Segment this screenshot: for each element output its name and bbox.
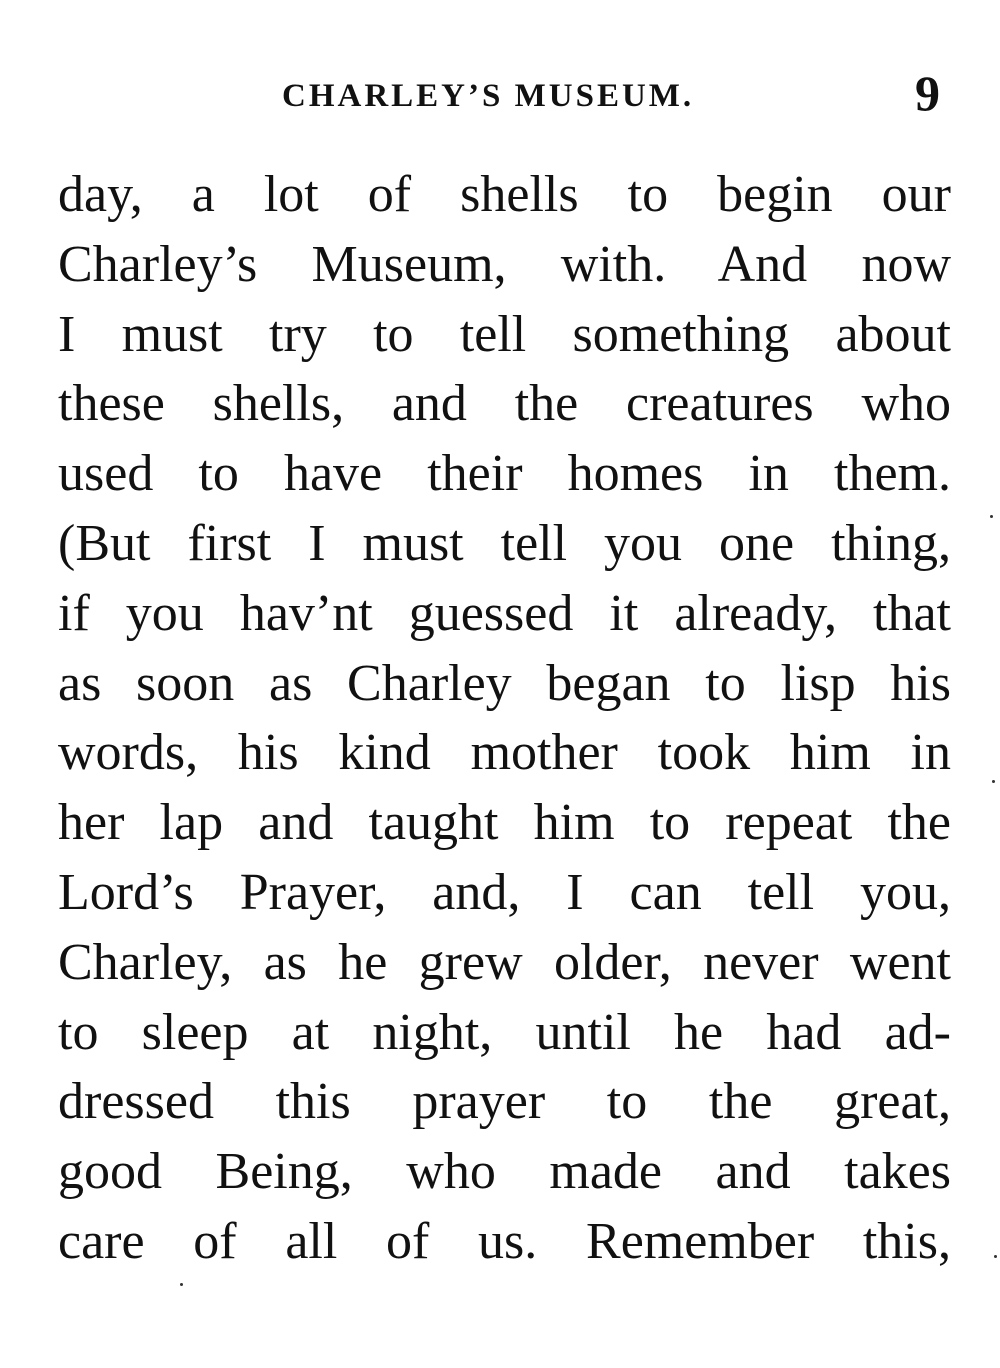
running-title: CHARLEY’S MUSEUM. <box>282 78 695 114</box>
page-number: 9 <box>915 65 940 121</box>
text-line: dressed this prayer to the great, <box>58 1073 951 1131</box>
text-line: if you hav’nt guessed it already, that <box>58 584 951 642</box>
print-speck <box>180 1283 183 1286</box>
text-line: words, his kind mother took him in <box>58 724 951 782</box>
text-line: her lap and taught him to repeat the <box>58 794 951 852</box>
text-line: used to have their homes in them. <box>58 445 951 503</box>
text-line: care of all of us. Remember this, <box>58 1212 951 1270</box>
body-text <box>58 160 951 1277</box>
text-line: Charley’s Museum, with. And now <box>58 235 951 293</box>
text-line: to sleep at night, until he had ad- <box>58 1003 951 1061</box>
text-line: Lord’s Prayer, and, I can tell you, <box>58 863 951 921</box>
print-speck <box>990 515 993 518</box>
text-line: good Being, who made and takes <box>58 1143 951 1201</box>
print-speck <box>994 1255 997 1258</box>
text-line: Charley, as he grew older, never went <box>58 933 951 991</box>
text-line: as soon as Charley began to lisp his <box>58 654 951 712</box>
running-head <box>0 65 1000 128</box>
text-line: day, a lot of shells to begin our <box>58 166 951 223</box>
text-line: I must try to tell something about <box>58 305 951 363</box>
print-speck <box>992 780 995 783</box>
text-line: these shells, and the creatures who <box>58 375 951 433</box>
text-line: (But first I must tell you one thing, <box>58 514 951 572</box>
